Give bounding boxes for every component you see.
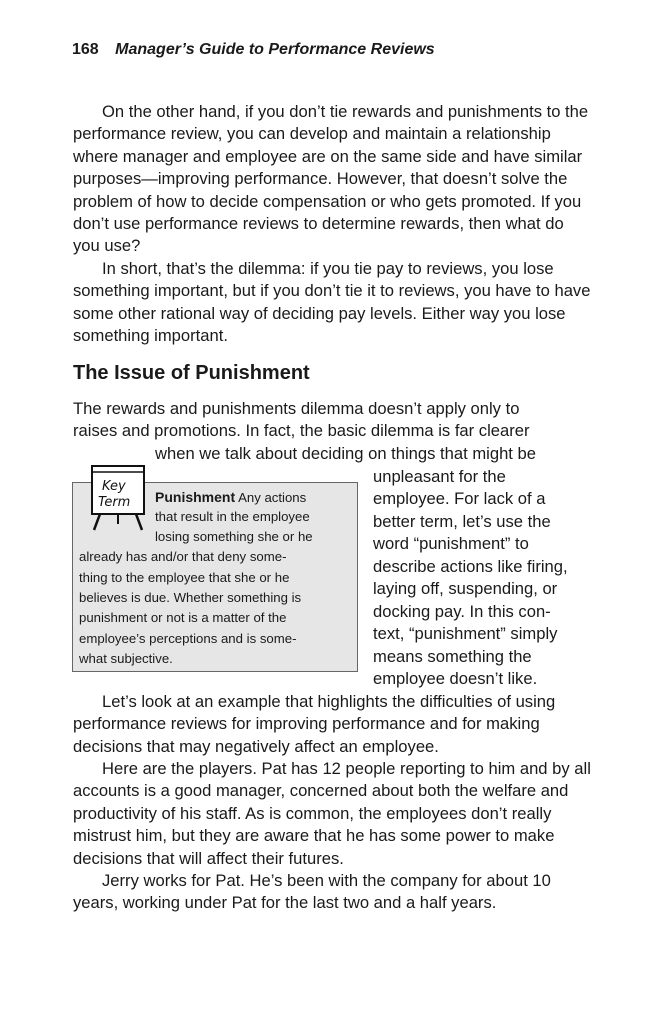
running-header [72,41,435,59]
right-line: docking pay. In this con- [373,602,551,621]
right-line: means something the [373,647,532,666]
right-line: laying off, suspending, or [373,579,558,598]
sidebar-line: already has and/or that deny some- [79,549,287,564]
sidebar-first-line [155,487,306,508]
right-line: describe actions like firing, [373,557,568,576]
paragraph-1: On the other hand, if you don’t tie rewards and punishments to the performance review, you can develop and maintain a relationship where manager and employee are on the same side and have similar purposes—improving performance. However, that doesn’t solve the problem of how to decide compensation or who gets promoted. If you don’t use performance reviews to determine rewards, then what do you use? [73,102,589,256]
sidebar-line: thing to the employee that she or he [79,570,290,585]
right-line: employee doesn’t like. [373,669,538,688]
sidebar-line: that result in the employee [155,509,310,524]
right-line: text, “punishment” simply [373,624,558,643]
section-line-2: raises and promotions. In fact, the basic dilemma is far clearer [73,421,530,440]
right-line: word “punishment” to [373,534,529,553]
paragraph-3: Let’s look at an example that highlights the difficulties of using performance reviews for improving performance and for making decisions that may negatively affect an employee. [73,692,556,756]
section-heading: The Issue of Punishment [73,362,310,384]
book-title: Manager’s Guide to Performance Reviews [115,41,435,58]
sidebar-line: believes is due. Whether something is [79,590,302,605]
wrap-line: when we talk about deciding on things that might be [155,444,536,463]
sidebar-line: what subjective. [79,651,173,666]
section-line-1: The rewards and punishments dilemma doesn’t apply only to [73,399,520,418]
sidebar-first-line-rest: Any actions [238,490,307,505]
icon-text-key: Key [102,479,126,494]
sidebar-line: employee’s perceptions and is some- [79,631,297,646]
paragraph-2: In short, that’s the dilemma: if you tie pay to reviews, you lose something important, but if you don’t tie it to reviews, you have to have some other rational way of deciding pay levels. Either way you lose something important. [73,259,591,346]
sidebar-line: losing something she or he [155,529,313,544]
page-number: 168 [72,41,99,58]
icon-text-term: Term [98,495,131,510]
right-line: better term, let’s use the [373,512,551,531]
right-line: unpleasant for the [373,467,506,486]
sidebar-line: punishment or not is a matter of the [79,610,287,625]
paragraph-4: Here are the players. Pat has 12 people reporting to him and by all accounts is a good manager, concerned about both the welfare and productivity of his staff. As is common, the employees don’t really mistrust him, but they are aware that he has some power to make decisions that will affect their futures. [73,759,591,868]
paragraph-5: Jerry works for Pat. He’s been with the company for about 10 years, working under Pat for the last two and a half years. [73,871,551,913]
key-term-flipchart-icon [80,462,156,532]
right-line: employee. For lack of a [373,489,546,508]
sidebar-term: Punishment [155,489,236,505]
